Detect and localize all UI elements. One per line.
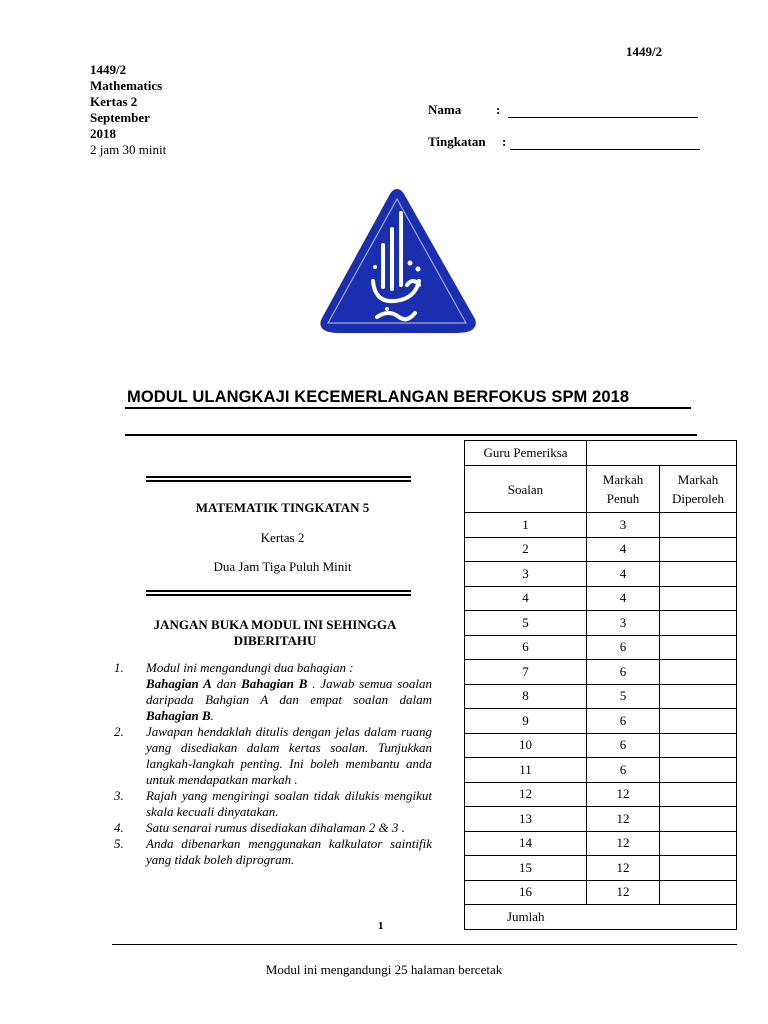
full-marks: 4 xyxy=(587,537,660,562)
table-row xyxy=(465,880,737,905)
instruction-text: Modul ini mengandungi dua bahagian : Bahagian A dan Bahagian B . Jawab semua soalan daripada Bahgian A dan empat soalan dalam Bahagian B. xyxy=(146,660,432,723)
paper-number: Kertas 2 xyxy=(90,94,138,109)
table-row xyxy=(465,513,737,538)
guru-pemeriksa-label: Guru Pemeriksa xyxy=(465,441,587,466)
table-row xyxy=(465,807,737,832)
question-number: 13 xyxy=(465,807,587,832)
marks-obtained-cell[interactable] xyxy=(660,684,737,709)
instruction-number: 2. xyxy=(114,724,124,739)
full-marks: 3 xyxy=(587,611,660,636)
table-row xyxy=(465,562,737,587)
table-row xyxy=(465,635,737,660)
module-title: MODUL ULANGKAJI KECEMERLANGAN BERFOKUS SPM 2018 xyxy=(127,388,630,406)
instruction-number: 1. xyxy=(114,660,124,675)
question-number: 14 xyxy=(465,831,587,856)
table-row xyxy=(465,831,737,856)
question-number: 8 xyxy=(465,684,587,709)
table-header-row xyxy=(465,466,737,513)
instruction-item xyxy=(110,660,432,724)
duration-label: Dua Jam Tiga Puluh Minit xyxy=(213,559,352,574)
title-rule xyxy=(125,434,697,436)
question-number: 5 xyxy=(465,611,587,636)
marks-obtained-cell[interactable] xyxy=(660,856,737,881)
marks-obtained-cell[interactable] xyxy=(660,807,737,832)
question-number: 4 xyxy=(465,586,587,611)
jumlah-row xyxy=(465,905,737,930)
marks-obtained-cell[interactable] xyxy=(660,709,737,734)
question-number: 7 xyxy=(465,660,587,685)
paper-year: 2018 xyxy=(90,126,116,141)
header-markah-diperoleh: Markah Diperoleh xyxy=(660,466,737,513)
subject-heading: MATEMATIK TINGKATAN 5 xyxy=(195,500,370,515)
marks-obtained-cell[interactable] xyxy=(660,562,737,587)
full-marks: 12 xyxy=(587,807,660,832)
marks-obtained-cell[interactable] xyxy=(660,782,737,807)
paper-subject: Mathematics xyxy=(90,78,163,93)
full-marks: 3 xyxy=(587,513,660,538)
footer-rule xyxy=(112,944,737,945)
full-marks: 6 xyxy=(587,758,660,783)
full-marks: 4 xyxy=(587,586,660,611)
nama-label: Nama xyxy=(428,102,462,117)
instruction-text: Anda dibenarkan menggunakan kalkulator saintifik yang tidak boleh diprogram. xyxy=(146,836,432,867)
table-row xyxy=(465,684,737,709)
table-row xyxy=(465,586,737,611)
full-marks: 12 xyxy=(587,831,660,856)
instructions-list xyxy=(110,660,432,868)
page-number: 1 xyxy=(378,920,384,932)
marks-obtained-cell[interactable] xyxy=(660,880,737,905)
question-number: 2 xyxy=(465,537,587,562)
footer-text: Modul ini mengandungi 25 halaman bercetak xyxy=(265,962,503,977)
paper-label: Kertas 2 xyxy=(260,530,305,545)
table-row xyxy=(465,782,737,807)
tingkatan-label: Tingkatan xyxy=(428,134,486,149)
double-rule-top xyxy=(146,476,411,482)
instruction-number: 4. xyxy=(114,820,124,835)
table-row xyxy=(465,709,737,734)
paper-month: September xyxy=(90,110,150,125)
instruction-number: 5. xyxy=(114,836,124,851)
marks-obtained-cell[interactable] xyxy=(660,733,737,758)
page-code-top: 1449/2 xyxy=(626,44,663,59)
question-number: 12 xyxy=(465,782,587,807)
instruction-text: Rajah yang mengiringi soalan tidak dilukis mengikut skala kecuali dinyatakan. xyxy=(146,788,432,819)
instruction-text: Jawapan hendaklah ditulis dengan jelas dalam ruang yang disediakan dalam kertas soalan. Tunjukkan langkah-langkah penting. Ini boleh membantu anda untuk mendapatkan markah . xyxy=(146,724,432,787)
table-row xyxy=(465,733,737,758)
full-marks: 5 xyxy=(587,684,660,709)
table-row xyxy=(465,611,737,636)
title-underline xyxy=(125,407,691,409)
instruction-text: Satu senarai rumus disediakan dihalaman 2 & 3 . xyxy=(146,820,405,835)
jumlah-full-cell xyxy=(587,905,660,930)
header-markah-penuh: Markah Penuh xyxy=(587,466,660,513)
header-soalan: Soalan xyxy=(465,466,587,513)
question-number: 15 xyxy=(465,856,587,881)
table-row xyxy=(465,660,737,685)
marks-obtained-cell[interactable] xyxy=(660,831,737,856)
question-number: 10 xyxy=(465,733,587,758)
student-fields xyxy=(428,100,700,164)
marks-obtained-cell[interactable] xyxy=(660,537,737,562)
full-marks: 12 xyxy=(587,856,660,881)
guru-pemeriksa-row xyxy=(465,441,737,466)
paper-duration: 2 jam 30 minit xyxy=(90,142,167,157)
question-number: 16 xyxy=(465,880,587,905)
full-marks: 4 xyxy=(587,562,660,587)
nama-field[interactable] xyxy=(428,100,700,118)
marks-obtained-cell[interactable] xyxy=(660,513,737,538)
table-row xyxy=(465,537,737,562)
paper-code: 1449/2 xyxy=(90,62,127,77)
double-rule-bottom xyxy=(146,590,411,596)
marks-obtained-cell[interactable] xyxy=(660,660,737,685)
marks-obtained-cell[interactable] xyxy=(660,611,737,636)
jumlah-label: Jumlah xyxy=(465,905,587,930)
marks-table xyxy=(464,440,737,930)
tingkatan-colon: : xyxy=(502,134,507,149)
instruction-item xyxy=(110,788,432,820)
nama-line[interactable] xyxy=(508,105,698,118)
question-number: 11 xyxy=(465,758,587,783)
nama-colon: : xyxy=(496,102,501,117)
warning-text: JANGAN BUKA MODUL INI SEHINGGA DIBERITAHU xyxy=(153,617,397,648)
question-number: 6 xyxy=(465,635,587,660)
marks-obtained-cell[interactable] xyxy=(660,586,737,611)
guru-pemeriksa-cell[interactable] xyxy=(587,441,737,466)
paper-header xyxy=(90,62,166,158)
table-row xyxy=(465,856,737,881)
question-number: 9 xyxy=(465,709,587,734)
tingkatan-line[interactable] xyxy=(510,137,700,150)
jumlah-obtained-cell[interactable] xyxy=(660,905,737,930)
question-number: 3 xyxy=(465,562,587,587)
full-marks: 6 xyxy=(587,733,660,758)
tingkatan-field[interactable] xyxy=(428,132,700,150)
instruction-item xyxy=(110,836,432,868)
marks-obtained-cell[interactable] xyxy=(660,758,737,783)
instruction-item xyxy=(110,724,432,788)
full-marks: 12 xyxy=(587,880,660,905)
marks-obtained-cell[interactable] xyxy=(660,635,737,660)
instruction-number: 3. xyxy=(114,788,124,803)
full-marks: 6 xyxy=(587,635,660,660)
full-marks: 6 xyxy=(587,660,660,685)
table-row xyxy=(465,758,737,783)
full-marks: 12 xyxy=(587,782,660,807)
question-number: 1 xyxy=(465,513,587,538)
full-marks: 6 xyxy=(587,709,660,734)
school-crest-triangle-icon xyxy=(315,185,480,340)
instruction-item xyxy=(110,820,432,836)
